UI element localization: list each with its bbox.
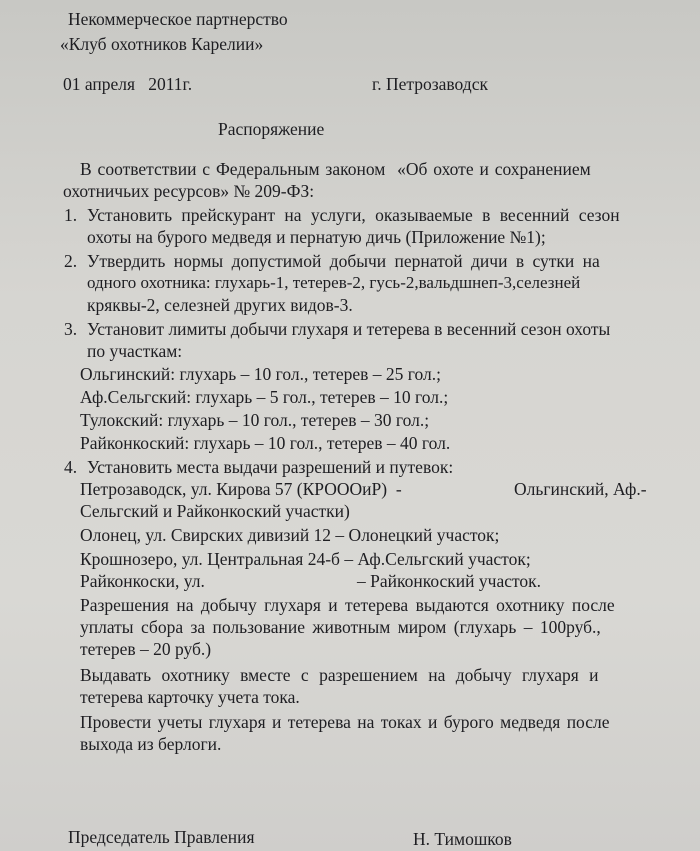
document-date: 01 апреля 2011г.: [63, 74, 193, 94]
signature-name: Н. Тимошков: [413, 829, 512, 849]
permits-paragraph-line-3: тетерев – 20 руб.): [80, 639, 212, 659]
survey-paragraph-line-2: выхода из берлоги.: [80, 734, 222, 754]
place-kroshnozero: Крошнозеро, ул. Центральная 24-б – Аф.Сельгский участок;: [80, 549, 531, 569]
limit-raikonkosky: Райконкоский: глухарь – 10 гол., тетерев – 40 гол.: [80, 433, 451, 453]
limit-tuloksky: Тулокский: глухарь – 10 гол., тетерев – 30 гол.;: [80, 410, 430, 430]
survey-paragraph-line-1: Провести учеты глухаря и тетерева на токах и бурого медведя после: [80, 712, 610, 732]
item-2-line-1: Утвердить нормы допустимой добычи пернатой дичи в сутки на: [87, 251, 600, 271]
card-paragraph-line-2: тетерева карточку учета тока.: [80, 687, 300, 707]
item-3-line-1: Установит лимиты добычи глухаря и тетерева в весенний сезон охоты: [87, 319, 611, 339]
place-raikonkoski: Райконкоски, ул.: [80, 571, 205, 591]
org-name-line-1: Некоммерческое партнерство: [68, 9, 288, 29]
item-number: 1.: [64, 205, 78, 225]
place-petrozavodsk-areas-cont: Сельгский и Райконкоский участки): [80, 501, 350, 521]
place-olonets: Олонец, ул. Свирских дивизий 12 – Олонецкий участок;: [80, 525, 500, 545]
place-petrozavodsk: Петрозаводск, ул. Кирова 57 (КРОООиР) -: [80, 479, 402, 499]
item-3-line-2: по участкам:: [87, 341, 183, 361]
item-number: 3.: [64, 319, 78, 339]
item-1-line-1: Установить прейскурант на услуги, оказываемые в весенний сезон: [87, 205, 620, 225]
item-2-line-2: одного охотника: глухарь-1, тетерев-2, гусь-2,вальдшнеп-3,селезней: [87, 273, 581, 292]
place-raikonkoski-area: – Райконкоский участок.: [357, 571, 542, 591]
permits-paragraph-line-1: Разрешения на добычу глухаря и тетерева выдаются охотнику после: [80, 595, 615, 615]
item-4-line-1: Установить места выдачи разрешений и путевок:: [87, 457, 454, 477]
limit-olginsky: Ольгинский: глухарь – 10 гол., тетерев – 25 гол.;: [80, 364, 441, 384]
limit-af-selgsky: Аф.Сельгский: глухарь – 5 гол., тетерев – 10 гол.;: [80, 387, 449, 407]
item-number: 4.: [64, 457, 78, 477]
permits-paragraph-line-2: уплаты сбора за пользование животным миром (глухарь – 100руб.,: [80, 617, 601, 637]
place-petrozavodsk-areas: Ольгинский, Аф.-: [514, 479, 647, 499]
card-paragraph-line-1: Выдавать охотнику вместе с разрешением на добычу глухаря и: [80, 665, 599, 685]
intro-line-2: охотничьих ресурсов» № 209-ФЗ:: [63, 181, 315, 201]
item-2-line-3: кряквы-2, селезней других видов-3.: [87, 295, 353, 315]
document-city: г. Петрозаводск: [372, 74, 488, 94]
item-1-line-2: охоты на бурого медведя и пернатую дичь (Приложение №1);: [87, 227, 546, 247]
document-title: Распоряжение: [218, 119, 325, 139]
intro-line-1: [80, 158, 679, 180]
item-number: 2.: [64, 251, 78, 271]
intro-line-1-text: В соответствии с Федеральным законом «Об охоте и сохранением: [80, 159, 591, 179]
org-name-line-2: «Клуб охотников Карелии»: [60, 34, 264, 54]
signature-role: Председатель Правления: [68, 827, 255, 847]
